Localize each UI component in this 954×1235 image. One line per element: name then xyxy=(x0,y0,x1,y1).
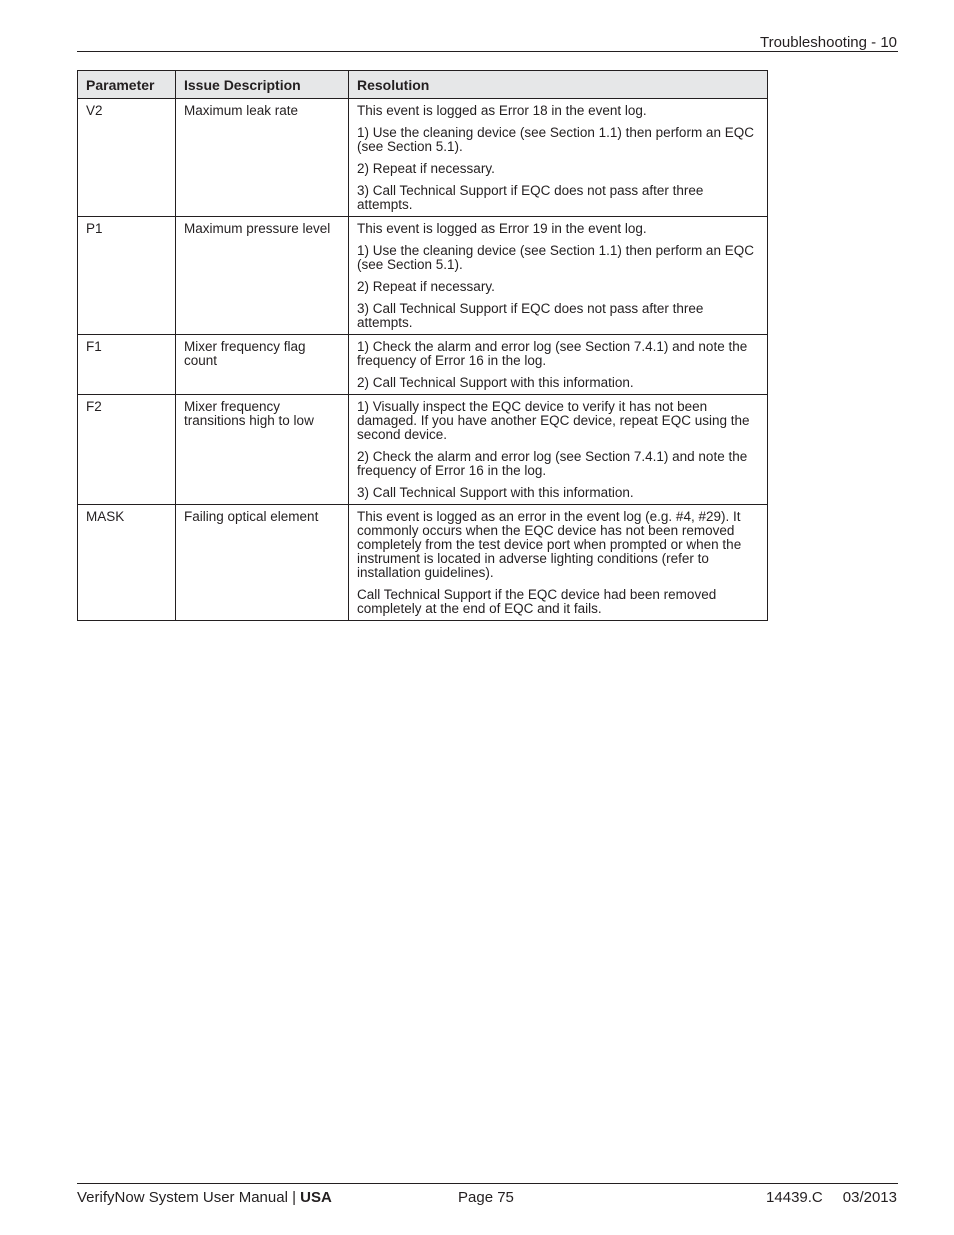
resolution-step: This event is logged as an error in the event log (e.g. #4, #29). It commonly occurs when the EQC device has not been removed completely from the test device port when prompted or when the instrument is located in adverse lighting conditions (refer to installation guidelines). xyxy=(357,509,742,580)
column-header-resolution: Resolution xyxy=(349,71,768,99)
table-row xyxy=(78,395,768,505)
resolution-step: This event is logged as Error 19 in the event log. xyxy=(357,221,647,236)
issue-cell: Maximum leak rate xyxy=(176,99,349,217)
doc-date: 03/2013 xyxy=(842,1189,897,1206)
issue-cell: Mixer frequency flag count xyxy=(176,335,349,395)
issue-cell: Failing optical element xyxy=(176,505,349,621)
footer-doc-info xyxy=(766,1188,897,1208)
resolution-step: Call Technical Support if the EQC device had been removed completely at the end of EQC and it fails. xyxy=(357,587,717,616)
manual-title: VerifyNow System User Manual | xyxy=(77,1189,296,1206)
table-row xyxy=(78,335,768,395)
resolution-step: 1) Use the cleaning device (see Section 1.1) then perform an EQC (see Section 5.1). xyxy=(357,125,754,154)
resolution-cell xyxy=(349,505,768,621)
footer-page-number: Page 75 xyxy=(458,1189,514,1206)
resolution-step: 2) Repeat if necessary. xyxy=(357,161,495,176)
issue-cell: Maximum pressure level xyxy=(176,217,349,335)
resolution-step: 2) Call Technical Support with this information. xyxy=(357,375,634,390)
resolution-step: 3) Call Technical Support with this information. xyxy=(357,485,634,500)
resolution-step: 1) Visually inspect the EQC device to verify it has not been damaged. If you have another EQC device, repeat EQC using the second device. xyxy=(357,399,750,442)
issue-cell: Mixer frequency transitions high to low xyxy=(176,395,349,505)
footer-manual-title xyxy=(77,1188,332,1208)
footer-divider xyxy=(77,1183,898,1184)
parameter-cell: F2 xyxy=(78,395,176,505)
resolution-step: 2) Repeat if necessary. xyxy=(357,279,495,294)
resolution-step: 1) Check the alarm and error log (see Section 7.4.1) and note the frequency of Error 16 in the log. xyxy=(357,339,748,368)
resolution-cell xyxy=(349,217,768,335)
parameter-cell: V2 xyxy=(78,99,176,217)
resolution-step: 3) Call Technical Support if EQC does not pass after three attempts. xyxy=(357,301,704,330)
resolution-cell xyxy=(349,335,768,395)
table-row xyxy=(78,217,768,335)
resolution-step: This event is logged as Error 18 in the event log. xyxy=(357,103,647,118)
parameter-cell: P1 xyxy=(78,217,176,335)
resolution-step: 1) Use the cleaning device (see Section 1.1) then perform an EQC (see Section 5.1). xyxy=(357,243,754,272)
resolution-step: 3) Call Technical Support if EQC does not pass after three attempts. xyxy=(357,183,704,212)
troubleshooting-table xyxy=(77,70,768,621)
resolution-cell xyxy=(349,99,768,217)
parameter-cell: F1 xyxy=(78,335,176,395)
table-row xyxy=(78,505,768,621)
table-row xyxy=(78,99,768,217)
page-header-section: Troubleshooting - 10 xyxy=(759,34,897,51)
column-header-parameter: Parameter xyxy=(78,71,176,99)
region-label: USA xyxy=(300,1189,332,1206)
parameter-cell: MASK xyxy=(78,505,176,621)
doc-number: 14439.C xyxy=(766,1189,823,1206)
column-header-issue: Issue Description xyxy=(176,71,349,99)
resolution-step: 2) Check the alarm and error log (see Section 7.4.1) and note the frequency of Error 16 in the log. xyxy=(357,449,748,478)
header-divider xyxy=(77,51,898,52)
resolution-cell xyxy=(349,395,768,505)
table-header-row xyxy=(78,71,768,99)
